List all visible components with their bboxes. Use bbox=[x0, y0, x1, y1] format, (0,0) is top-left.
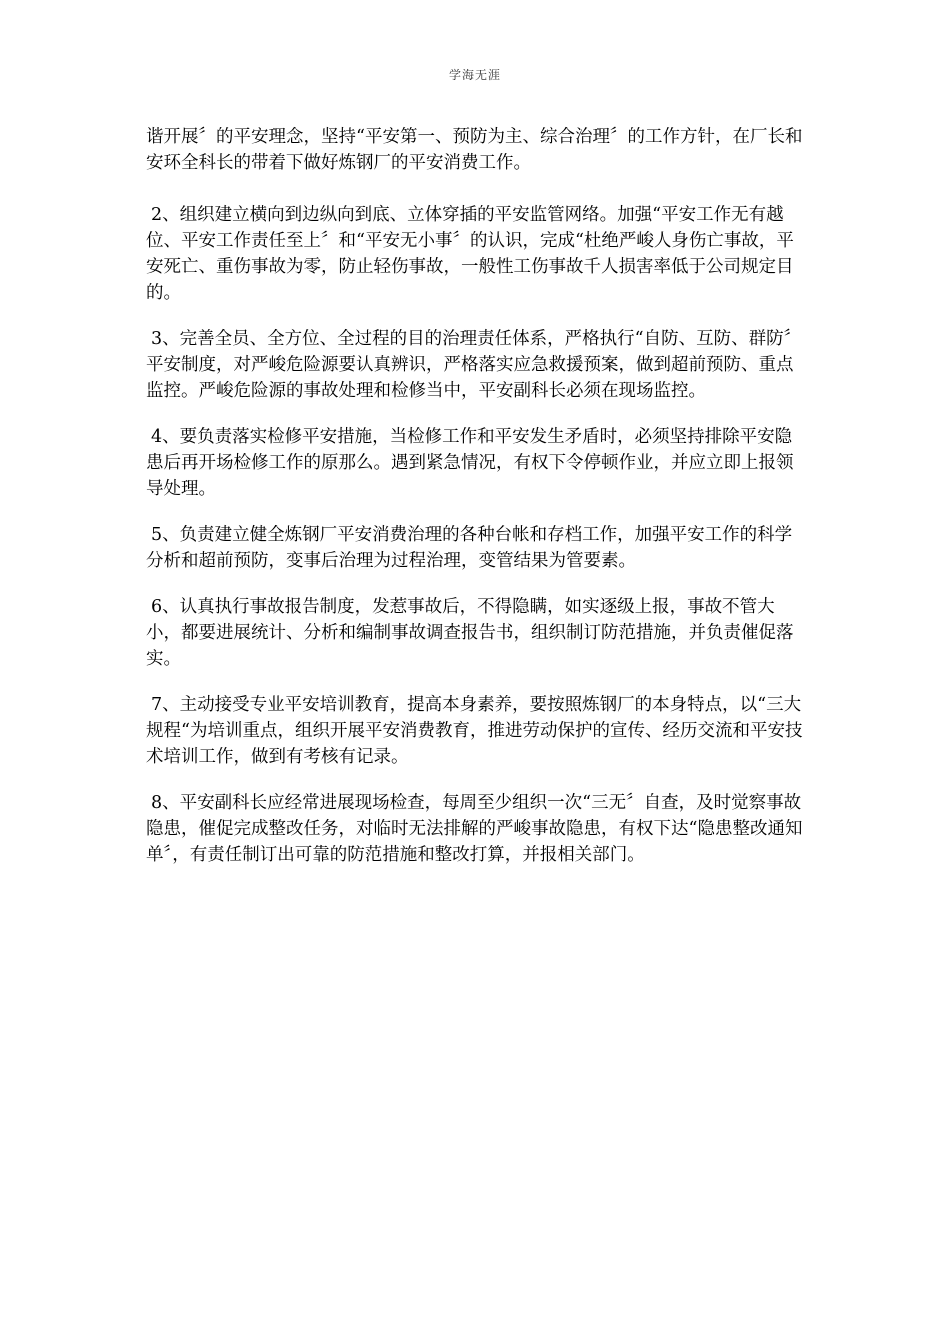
paragraph-item-3: 3、完善全员、全方位、全过程的目的治理责任体系，严格执行“自防、互防、群防〞平安制度，对严峻危险源要认真辨识，严格落实应急救援预案，做到超前预防、重点监控。严峻危险源的事故处理和检修当中，平安副科长必须在现场监控。 bbox=[146, 329, 802, 401]
document-body bbox=[146, 124, 806, 888]
paragraph-item-6: 6、认真执行事故报告制度，发惹事故后，不得隐瞒，如实逐级上报，事故不管大小，都要进展统计、分析和编制事故调查报告书，组织制订防范措施，并负责催促落实。 bbox=[146, 597, 794, 669]
page-header: 学海无涯 bbox=[448, 68, 501, 82]
paragraph-item-8: 8、平安副科长应经常进展现场检查，每周至少组织一次“三无〞自查，及时觉察事故隐患，催促完成整改任务，对临时无法排解的严峻事故隐患，有权下达“隐患整改通知单〞，有责任制订出可靠的防范措施和整改打算，并报相关部门。 bbox=[146, 793, 803, 865]
paragraph-intro: 谐开展〞的平安理念，坚持“平安第一、预防为主、综合治理〞的工作方针，在厂长和安环全科长的带着下做好炼钢厂的平安消费工作。 bbox=[146, 127, 803, 173]
paragraph-item-4: 4、要负责落实检修平安措施，当检修工作和平安发生矛盾时，必须坚持排除平安隐患后再开场检修工作的原那么。遇到紧急情况，有权下令停顿作业，并应立即上报领导处理。 bbox=[146, 427, 794, 499]
paragraph-item-5: 5、负责建立健全炼钢厂平安消费治理的各种台帐和存档工作，加强平安工作的科学分析和超前预防，变事后治理为过程治理，变管结果为管要素。 bbox=[146, 525, 793, 571]
paragraph-item-7: 7、主动接受专业平安培训教育，提高本身素养，要按照炼钢厂的本身特点，以“三大规程“为培训重点，组织开展平安消费教育，推进劳动保护的宣传、经历交流和平安技术培训工作，做到有考核有记录。 bbox=[146, 695, 803, 767]
paragraph-item-2: 2、组织建立横向到边纵向到底、立体穿插的平安监管网络。加强“平安工作无有越位、平安工作责任至上〞和“平安无小事〞的认识，完成“杜绝严峻人身伤亡事故，平安死亡、重伤事故为零，防止轻伤事故，一般性工伤事故千人损害率低于公司规定目的。 bbox=[146, 205, 794, 303]
